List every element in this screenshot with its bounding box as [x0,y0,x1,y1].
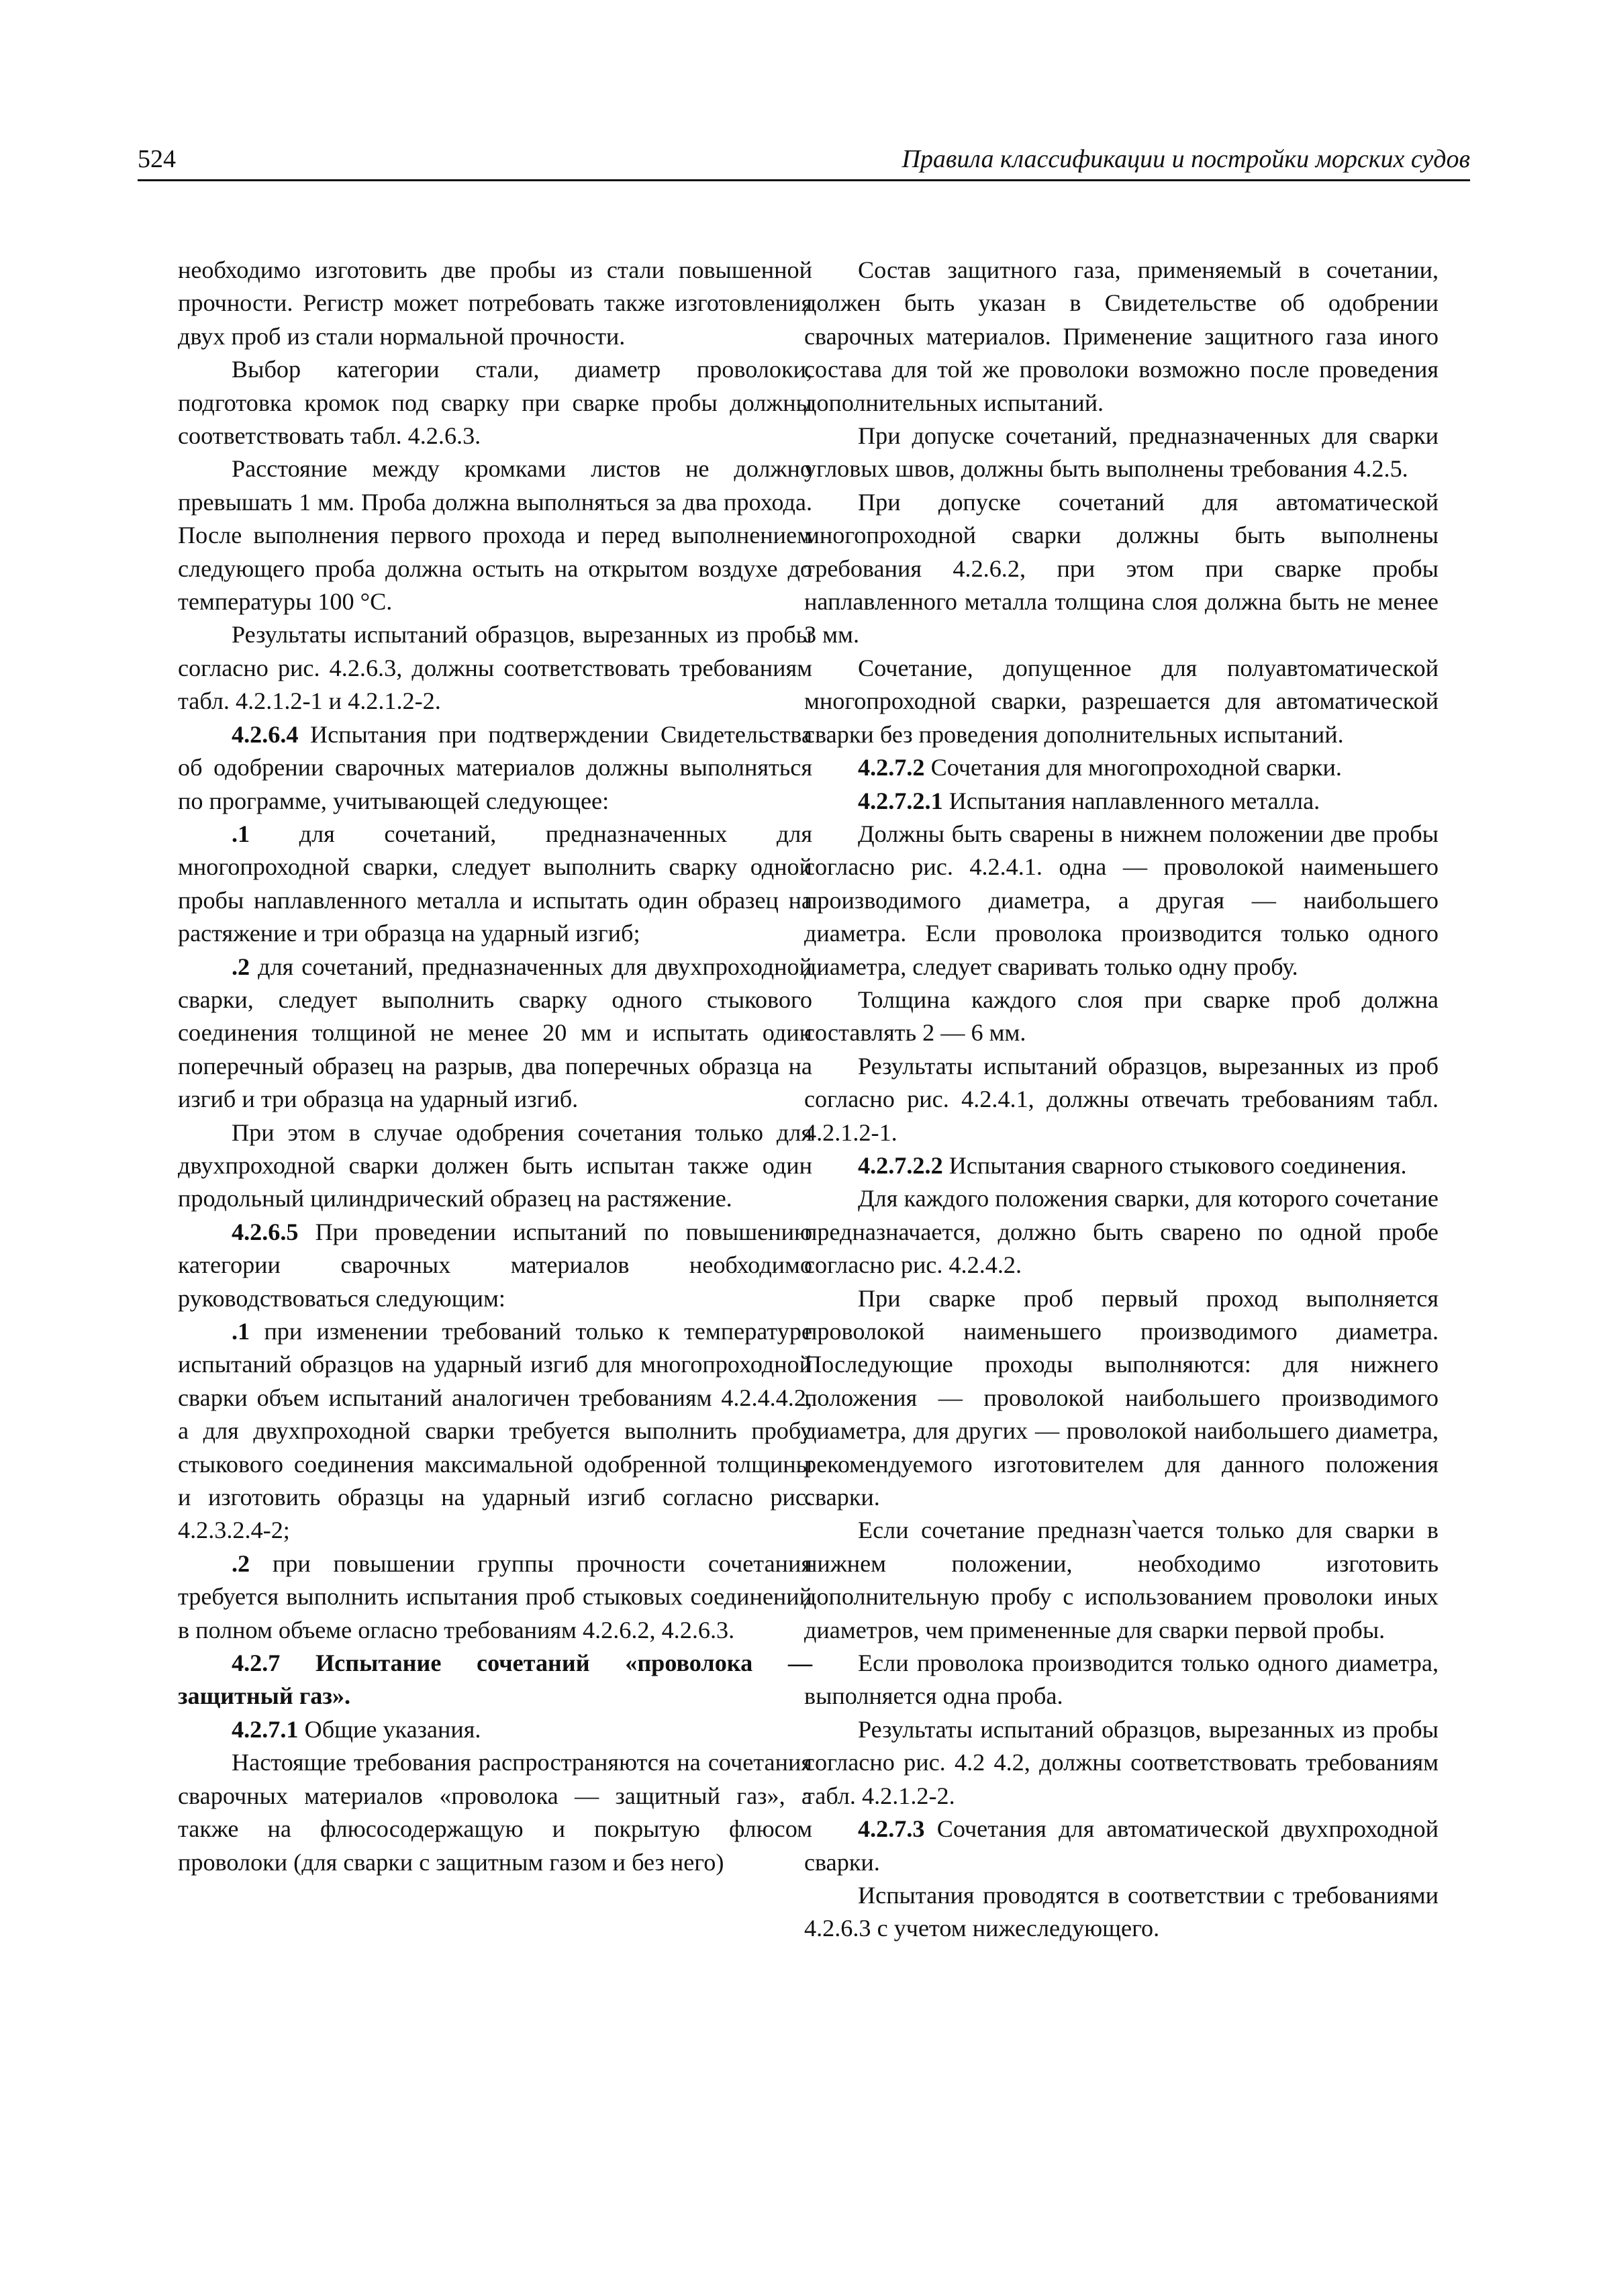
paragraph: необходимо изготовить две пробы из стали повышенной прочности. Регистр может потребовать также изготовления двух проб из стали нормальной прочности. [178,256,812,350]
item-number: .2 [232,1549,250,1577]
item-number: .1 [232,1318,250,1345]
section-number: 4.2.7.2.2 [858,1151,943,1179]
section-paragraph: 4.2.7.2.2 Испытания сварного стыкового соединения. [858,1151,1407,1179]
paragraph: Испытания проводятся в соответствии с требованиями 4.2.6.3 с учетом нижеследующего. [804,1881,1439,1942]
left-column [178,254,812,1879]
paragraph: Если сочетание предназн‵чается только для сварки в нижнем положении, необходимо изготовить дополнительную пробу с использованием проволоки иных диаметров, чем примененные для сварки первой пробы. [804,1517,1439,1643]
page-header [138,138,1470,181]
list-item: .1 при изменении требований только к температуре испытаний образцов на ударный изгиб для многопроходной сварки объем испытаний аналогичен требованиям 4.2.4.4.2, а для двухпроходной сварки требуется выполнить пробу стыкового соединения максимальной одобренной толщины и изготовить образцы на ударный изгиб согласно рис. 4.2.3.2.4-2; [178,1318,812,1544]
paragraph: При допуске сочетаний, предназначенных для сварки угловых швов, должны быть выполнены требования 4.2.5. [804,422,1439,483]
paragraph: Если проволока производится только одного диаметра, выполняется одна проба. [804,1649,1439,1710]
item-number: .1 [232,820,250,847]
section-paragraph: 4.2.6.5 При проведении испытаний по повышению категории сварочных материалов необходимо руководствоваться следующим: [178,1218,812,1312]
list-item: .2 при повышении группы прочности сочетания требуется выполнить испытания проб стыковых соединений в полном объеме огласно требованиям 4.2.6.2, 4.2.6.3. [178,1549,813,1643]
paragraph: Результаты испытаний образцов, вырезанных из пробы согласно рис. 4.2 4.2, должны соответствовать требованиям табл. 4.2.1.2-2. [804,1715,1439,1809]
section-paragraph: 4.2.6.4 Испытания при подтверждении Свидетельства об одобрении сварочных материалов должны выполняться по программе, учитывающей следующее: [178,720,812,814]
paragraph: Результаты испытаний образцов, вырезанных из проб согласно рис. 4.2.4.1, должны отвечать требованиям табл. 4.2.1.2-1. [804,1052,1439,1146]
section-number: 4.2.6.4 [232,720,299,748]
section-number: 4.2.6.5 [232,1218,299,1245]
paragraph: При этом в случае одобрения сочетания только для двухпроходной сварки должен быть испытан также один продольный цилиндрический образец на растяжение. [178,1118,812,1212]
paragraph: При допуске сочетаний для автоматической многопроходной сварки должны быть выполнены требования 4.2.6.2, при этом при сварке пробы наплавленного металла толщина слоя должна быть не менее 3 мм. [804,488,1439,649]
section-number: 4.2.7.3 [858,1815,925,1843]
section-paragraph: 4.2.7.2 Сочетания для многопроходной сварки. [858,754,1342,781]
section-heading: 4.2.7 Испытание сочетаний «проволока — защитный газ». [178,1649,813,1710]
section-paragraph: 4.2.7.3 Сочетания для автоматической двухпроходной сварки. [804,1815,1439,1876]
section-number: 4.2.7.1 [232,1715,299,1743]
page-number: 524 [138,145,176,173]
paragraph: Сочетание, допущенное для полуавтоматической многопроходной сварки, разрешается для автоматической сварки без проведения дополнительных испытаний. [804,654,1439,748]
paragraph: Должны быть сварены в нижнем положении две пробы согласно рис. 4.2.4.1. одна — проволокой наименьшего производимого диаметра, а другая — наибольшего диаметра. Если проволока производится только одного диаметра, следует сваривать только одну пробу. [804,820,1439,980]
paragraph: Толщина каждого слоя при сварке проб должна составлять 2 — 6 мм. [804,986,1439,1047]
running-title: Правила классификации и постройки морских судов [902,145,1470,173]
section-number: 4.2.7 [232,1649,281,1677]
section-paragraph: 4.2.7.2.1 Испытания наплавленного металла. [858,787,1320,814]
list-item: .2 для сочетаний, предназначенных для двухпроходной сварки, следует выполнить сварку одного стыкового соединения толщиной не менее 20 мм и испытать один поперечный образец на разрыв, два поперечных образца на изгиб и три образца на ударный изгиб. [178,953,813,1113]
paragraph: При сварке проб первый проход выполняется проволокой наименьшего производимого диаметра. Последующие проходы выполняются: для нижнего положения — проволокой наибольшего производимого диаметра, для других — проволокой наибольшего диаметра, рекомендуемого изготовителем для данного положения сварки. [804,1284,1439,1511]
section-number: 4.2.7.2 [858,754,925,781]
section-number: 4.2.7.2.1 [858,787,943,814]
paragraph: Для каждого положения сварки, для которого сочетание предназначается, должно быть сварено по одной пробе согласно рис. 4.2.4.2. [804,1185,1439,1279]
paragraph: Результаты испытаний образцов, вырезанных из пробы согласно рис. 4.2.6.3, должны соответствовать требованиям табл. 4.2.1.2-1 и 4.2.1.2-2. [178,621,812,715]
right-column [804,254,1439,1946]
paragraph: Расстояние между кромками листов не должно превышать 1 мм. Проба должна выполняться за два прохода. После выполнения первого прохода и перед выполнением следующего проба должна остыть на открытом воздухе до температуры 100 °С. [178,455,812,616]
section-paragraph: 4.2.7.1 Общие указания. [232,1715,481,1743]
paragraph: Состав защитного газа, применяемый в сочетании, должен быть указан в Свидетельстве об одобрении сварочных материалов. Применение защитного газа иного состава для той же проволоки возможно после проведения дополнительных испытаний. [804,256,1439,416]
item-number: .2 [232,953,250,980]
paragraph: Выбор категории стали, диаметр проволоки, подготовка кромок под сварку при сварке пробы должны соответствовать табл. 4.2.6.3. [178,356,812,450]
paragraph: Настоящие требования распространяются на сочетания сварочных материалов «проволока — защитный газ», а также на флюсосодержащую и покрытую флюсом проволоки (для сварки с защитным газом и без него) [178,1749,812,1876]
list-item: .1 для сочетаний, предназначенных для многопроходной сварки, следует выполнить сварку одной пробы наплавленного металла и испытать один образец на растяжение и три образца на ударный изгиб; [178,820,812,947]
